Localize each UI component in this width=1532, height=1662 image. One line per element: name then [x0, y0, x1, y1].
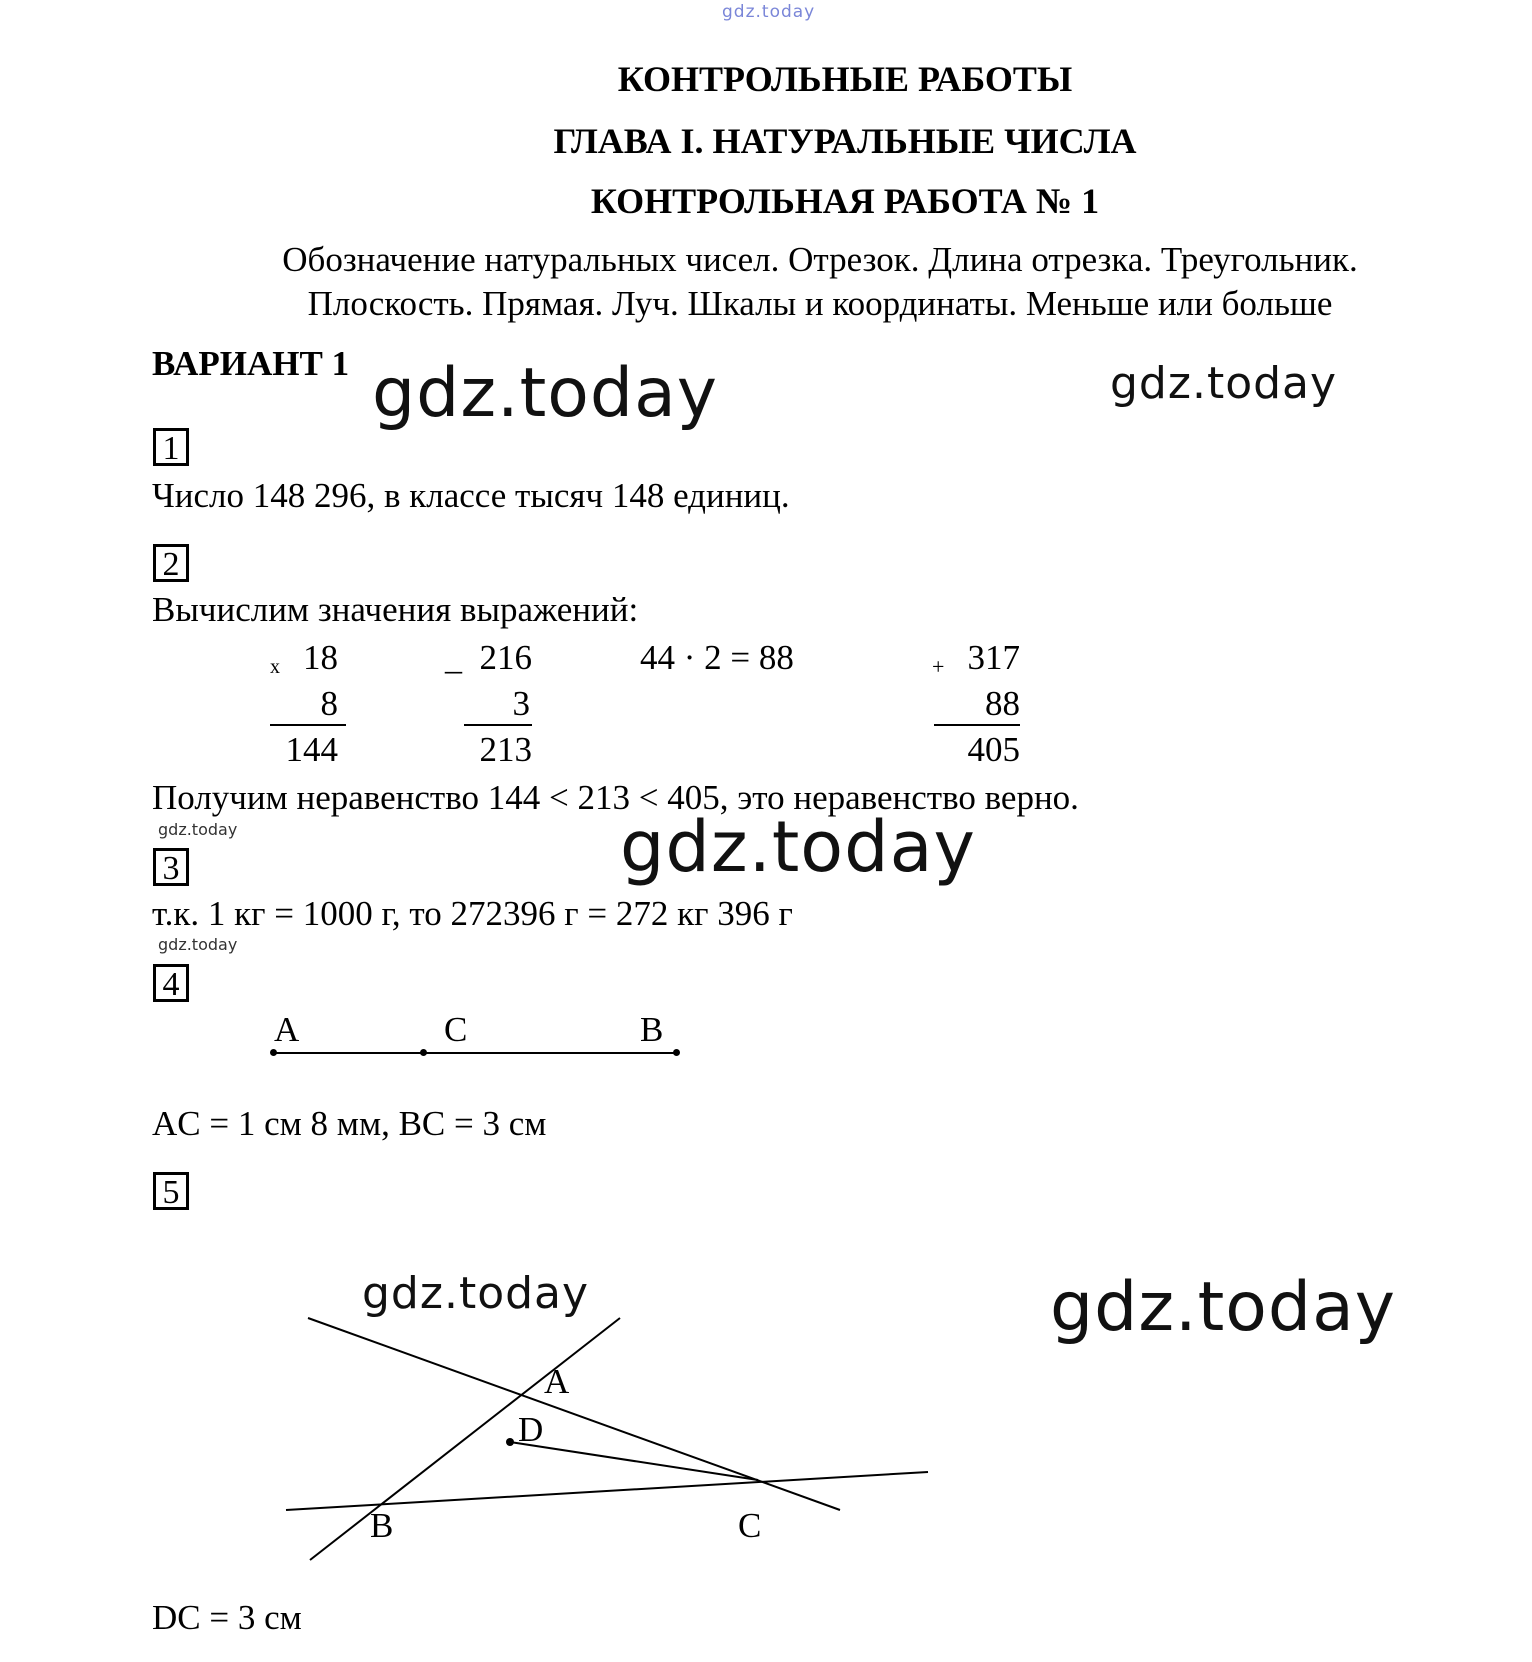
figure-point-b: B [370, 1506, 394, 1545]
title-heading: КОНТРОЛЬНЫЕ РАБОТЫ [617, 59, 1073, 99]
figure-point-a: A [544, 1362, 570, 1401]
task-1-text: Число 148 296, в классе тысяч 148 единиц. [152, 476, 790, 515]
watermark-4: gdz.today [362, 1268, 590, 1319]
mult-result: 144 [285, 730, 338, 769]
point-a-label: A [274, 1010, 300, 1049]
point-b-label: B [640, 1010, 664, 1049]
variant-label: ВАРИАНТ 1 [152, 344, 350, 383]
sub-result: 213 [479, 730, 532, 769]
add-operand-a: 317 [967, 638, 1020, 677]
mult-operand-b: 8 [270, 684, 346, 726]
task-4-answer: AC = 1 см 8 мм, BC = 3 см [152, 1104, 547, 1143]
figure-point-c: C [738, 1506, 762, 1545]
add-result: 405 [967, 730, 1020, 769]
task-4-number: 4 [153, 964, 189, 1002]
task-2-conclusion: Получим неравенство 144 < 213 < 405, это неравенство верно. [152, 778, 1079, 817]
inline-expression: 44 · 2 = 88 [640, 638, 794, 677]
work-heading: КОНТРОЛЬНАЯ РАБОТА № 1 [590, 181, 1100, 221]
watermark-small-1: gdz.today [158, 820, 238, 839]
line-bc [286, 1472, 928, 1510]
point-c-label: C [444, 1010, 468, 1049]
watermark-5: gdz.today [1050, 1268, 1396, 1347]
watermark-small-2: gdz.today [158, 935, 238, 954]
line-through-b [310, 1318, 620, 1560]
mult-sign: x [270, 656, 280, 678]
task-3-text: т.к. 1 кг = 1000 г, то 272396 г = 272 кг 396 г [152, 894, 793, 933]
add-operand-b: 88 [934, 684, 1020, 726]
task-5-answer: DC = 3 см [152, 1598, 302, 1637]
sub-operand-a: 216 [479, 638, 532, 677]
watermark-3: gdz.today [620, 806, 976, 888]
watermark-2: gdz.today [1110, 358, 1338, 409]
sub-sign: _ [445, 640, 462, 677]
watermark-1: gdz.today [372, 354, 718, 433]
task-1-number: 1 [153, 428, 189, 466]
topics-line-1: Обозначение натуральных чисел. Отрезок. Длина отрезка. Треугольник. [282, 240, 1358, 279]
task-2-intro: Вычислим значения выражений: [152, 590, 639, 629]
topics-line-2: Плоскость. Прямая. Луч. Шкалы и координаты. Меньше или больше [307, 284, 1333, 323]
task-2-number: 2 [153, 544, 189, 582]
point-d-marker [506, 1438, 514, 1446]
task-3-number: 3 [153, 848, 189, 886]
task-5-number: 5 [153, 1172, 189, 1210]
figure-point-d: D [518, 1410, 544, 1449]
add-sign: + [932, 654, 945, 679]
sub-operand-b: 3 [464, 684, 532, 726]
watermark-top: gdz.today [722, 2, 816, 22]
segment-dc [510, 1442, 758, 1480]
mult-operand-a: 18 [303, 638, 338, 677]
chapter-heading: ГЛАВА I. НАТУРАЛЬНЫЕ ЧИСЛА [553, 121, 1137, 161]
